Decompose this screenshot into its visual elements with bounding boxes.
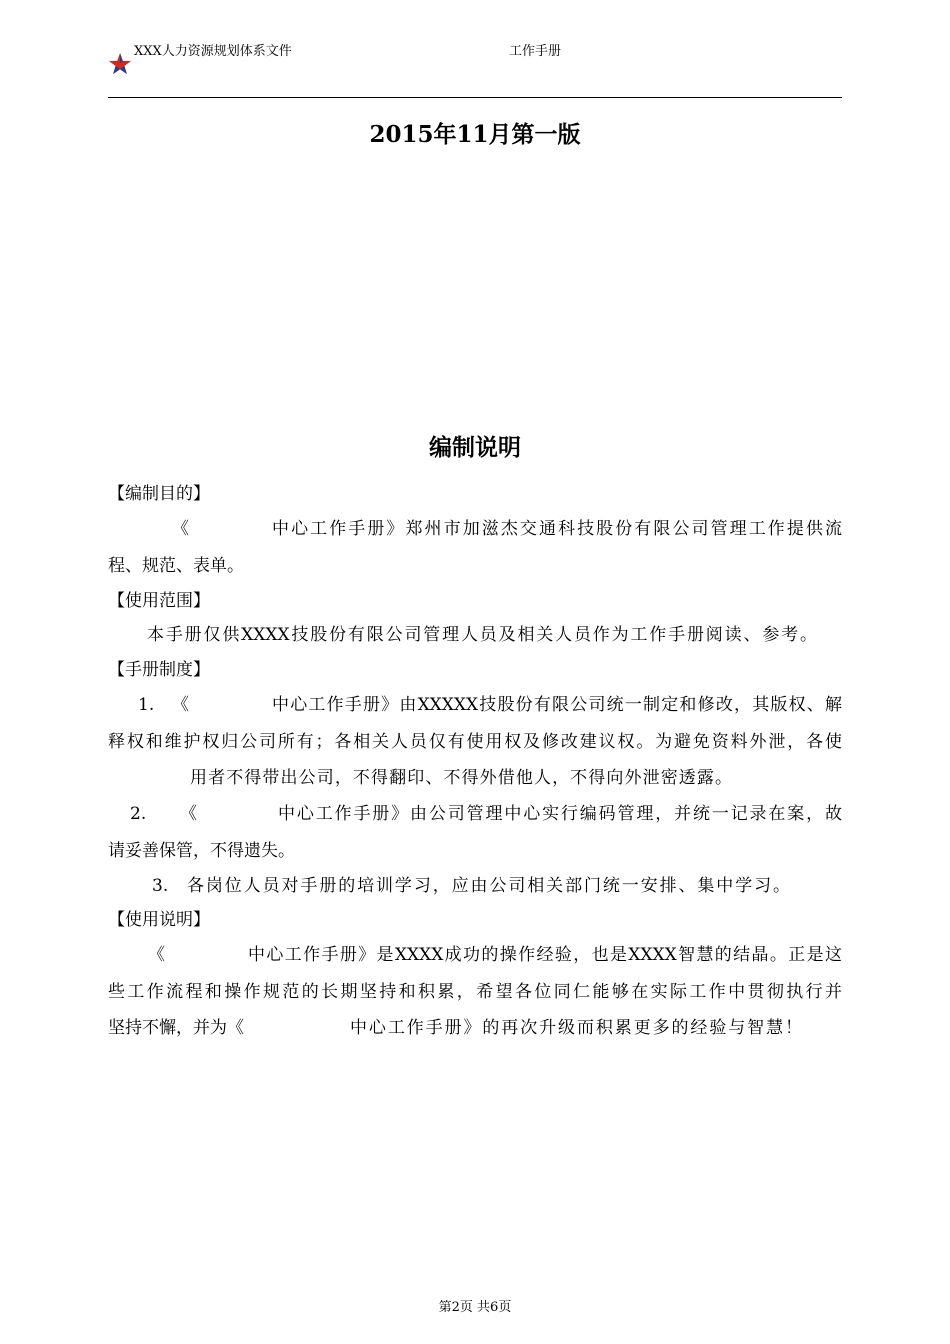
usage-line3-end: 中心工作手册》的再次升级而积累更多的经验与智慧！	[350, 1018, 802, 1038]
rules-item2-line2: 请妥善保管，不得遗失。	[108, 841, 295, 861]
rules-item3-text: 各岗位人员对手册的培训学习，应由公司相关部门统一安排、集中学习。	[187, 876, 790, 896]
page-number: 第2页 共6页	[438, 1300, 512, 1315]
header-divider	[108, 97, 842, 98]
rules-heading: 【手册制度】	[108, 660, 210, 680]
purpose-heading: 【编制目的】	[108, 484, 210, 504]
purpose-line1-open: 《	[172, 519, 189, 539]
rules-item1-line2: 释权和维护权归公司所有；各相关人员仅有使用权及修改建议权。为避免资料外泄，各使	[108, 732, 842, 752]
rules-item1-line1: 中心工作手册》由XXXXX技股份有限公司统一制定和修改，其版权、解	[272, 695, 842, 715]
rules-item1-line3: 用者不得带出公司，不得翻印、不得外借他人，不得向外泄密透露。	[190, 768, 732, 788]
edition-title: 2015年11月第一版	[369, 121, 581, 148]
usage-line1-open: 《	[148, 945, 165, 965]
usage-line2: 些工作流程和操作规范的长期坚持和积累，希望各位同仁能够在实际工作中贯彻执行并	[108, 982, 842, 1002]
rules-item2-open: 《	[180, 804, 197, 824]
scope-heading: 【使用范围】	[108, 591, 210, 611]
purpose-line1: 中心工作手册》郑州市加滋杰交通科技股份有限公司管理工作提供流	[272, 519, 842, 539]
rules-item1-number: 1.	[138, 695, 155, 715]
usage-heading: 【使用说明】	[108, 910, 210, 930]
star-logo-icon	[108, 52, 132, 76]
usage-line3-start: 坚持不懈，并为《	[108, 1018, 244, 1038]
rules-item3-number: 3.	[152, 876, 169, 896]
section-title: 编制说明	[429, 434, 521, 461]
usage-line1: 中心工作手册》是XXXX成功的操作经验，也是XXXX智慧的结晶。正是这	[248, 945, 842, 965]
header-title: XXX人力资源规划体系文件	[134, 44, 292, 59]
header-doc-type: 工作手册	[509, 44, 562, 59]
rules-item2-number: 2.	[130, 804, 147, 824]
rules-item2-line1: 中心工作手册》由公司管理中心实行编码管理，并统一记录在案，故	[278, 804, 842, 824]
purpose-line2: 程、规范、表单。	[108, 556, 244, 576]
rules-item1-open: 《	[172, 695, 189, 715]
scope-line1: 本手册仅供XXXX技股份有限公司管理人员及相关人员作为工作手册阅读、参考。	[147, 625, 817, 645]
